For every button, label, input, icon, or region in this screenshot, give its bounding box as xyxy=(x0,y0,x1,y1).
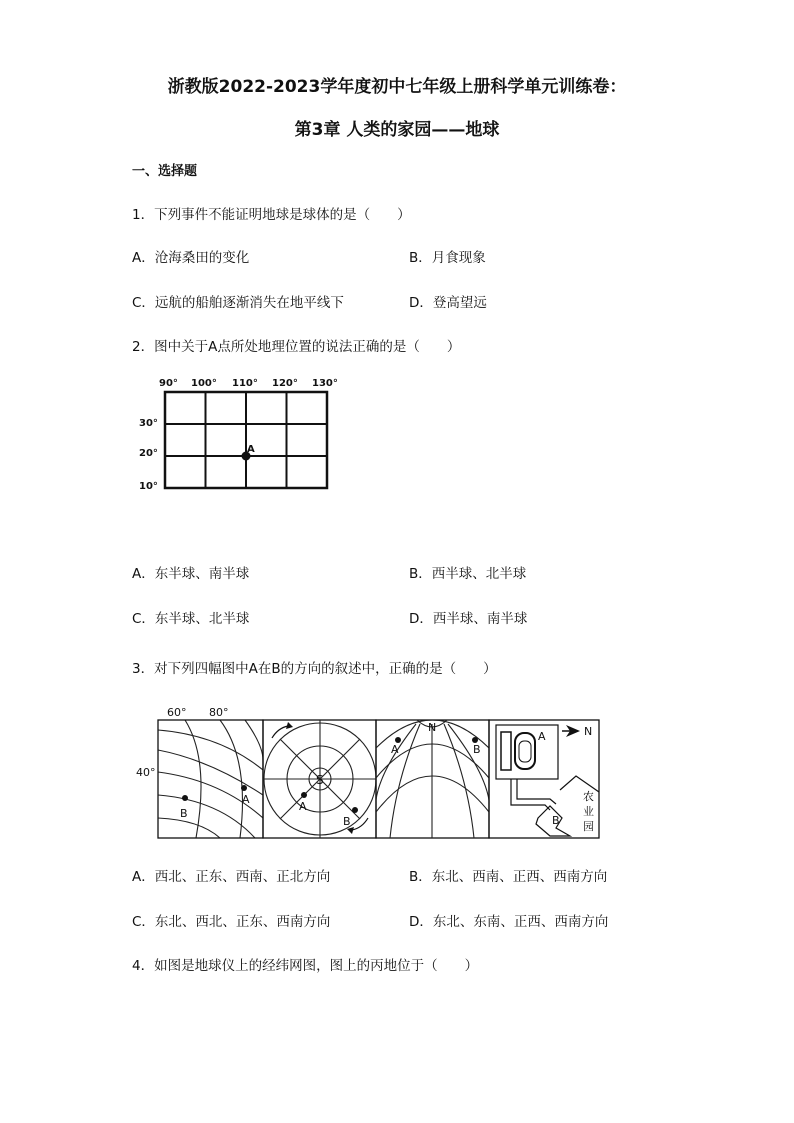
q1-option-b[interactable]: B．月食现象 xyxy=(409,250,486,266)
q3-map2-arrowhead xyxy=(286,722,293,729)
q3-option-d[interactable]: D．东北、东南、正西、西南方向 xyxy=(409,914,609,930)
q3-map1-lon-label: 60° xyxy=(167,706,187,719)
q3-maps-figure xyxy=(130,700,610,842)
q3-map2-label-b: B xyxy=(343,815,351,828)
q2-point-a-label: A xyxy=(247,444,255,455)
q3-option-c[interactable]: C．东北、西北、正东、西南方向 xyxy=(132,914,331,930)
q1-option-c[interactable]: C．远航的船舶逐渐消失在地平线下 xyxy=(132,295,344,311)
q2-option-b[interactable]: B．西半球、北半球 xyxy=(409,566,527,582)
page-subtitle: 第3章 人类的家园——地球 xyxy=(294,120,500,140)
q3-map-4 xyxy=(489,720,599,838)
q3-map2-center-label: S xyxy=(316,773,324,787)
q3-map2-rotation-arrow xyxy=(272,726,288,738)
q3-map1-frame xyxy=(158,720,263,838)
q3-map4-farm-label: 农 xyxy=(583,790,594,803)
q2-lon-label: 90° xyxy=(159,378,178,389)
q3-map3-label-b: B xyxy=(473,743,481,756)
q3-map-1 xyxy=(136,706,263,838)
q3-map1-point-a xyxy=(241,785,247,791)
q3-map3-label-a: A xyxy=(391,743,399,756)
q3-map4-building-ring-inner xyxy=(519,741,531,762)
q3-map1-label-a: A xyxy=(242,793,250,806)
q1-option-d[interactable]: D．登高望远 xyxy=(409,295,487,311)
q3-map4-building-ring xyxy=(515,733,535,769)
q2-option-c[interactable]: C．东半球、北半球 xyxy=(132,611,250,627)
q2-grid-figure xyxy=(135,370,350,495)
q3-map4-road xyxy=(517,779,556,804)
q2-lat-label: 10° xyxy=(139,481,158,492)
q3-map4-farm-label: 业 xyxy=(583,805,594,818)
q2-lon-label: 120° xyxy=(272,378,298,389)
q3-map2-point-b xyxy=(352,807,358,813)
section-heading: 一、选择题 xyxy=(132,164,198,179)
q3-map-3 xyxy=(376,720,489,838)
q2-option-a[interactable]: A．东半球、南半球 xyxy=(132,566,250,582)
q3-option-a[interactable]: A．西北、正东、西南、正北方向 xyxy=(132,869,331,885)
q3-map2-rotation-arrow xyxy=(352,818,368,830)
q2-lon-label: 130° xyxy=(312,378,338,389)
q2-lat-label: 30° xyxy=(139,418,158,429)
q2-option-d[interactable]: D．西半球、南半球 xyxy=(409,611,528,627)
question-4-stem: 4．如图是地球仪上的经纬网图，图上的丙地位于（ ） xyxy=(132,958,479,974)
q3-map4-north-label: N xyxy=(584,725,593,738)
q2-lat-label: 20° xyxy=(139,448,158,459)
q3-map1-label-b: B xyxy=(180,807,188,820)
question-1-stem: 1．下列事件不能证明地球是球体的是（ ） xyxy=(132,207,411,223)
q1-option-a[interactable]: A．沧海桑田的变化 xyxy=(132,250,250,266)
q3-map4-building-bar xyxy=(501,732,511,770)
question-2-stem: 2．图中关于A点所处地理位置的说法正确的是（ ） xyxy=(132,339,461,355)
q3-map4-label-b: B xyxy=(552,814,560,827)
q3-map4-farm-label: 园 xyxy=(583,820,594,833)
q3-map3-north-label: N xyxy=(428,721,437,734)
q3-map2-label-a: A xyxy=(299,800,307,813)
q3-map1-lat-label: 40° xyxy=(136,766,156,779)
question-3-stem: 3．对下列四幅图中A在B的方向的叙述中，正确的是（ ） xyxy=(132,661,497,677)
q3-map-2 xyxy=(263,720,376,838)
q2-lon-label: 100° xyxy=(191,378,217,389)
q3-map4-label-a: A xyxy=(538,730,546,743)
q3-map2-point-a xyxy=(301,792,307,798)
page-title: 浙教版2022-2023学年度初中七年级上册科学单元训练卷： xyxy=(167,77,627,97)
q3-map1-point-b xyxy=(182,795,188,801)
q3-map1-lon-label: 80° xyxy=(209,706,229,719)
q2-lon-label: 110° xyxy=(232,378,258,389)
q3-option-b[interactable]: B．东北、西南、正西、西南方向 xyxy=(409,869,608,885)
